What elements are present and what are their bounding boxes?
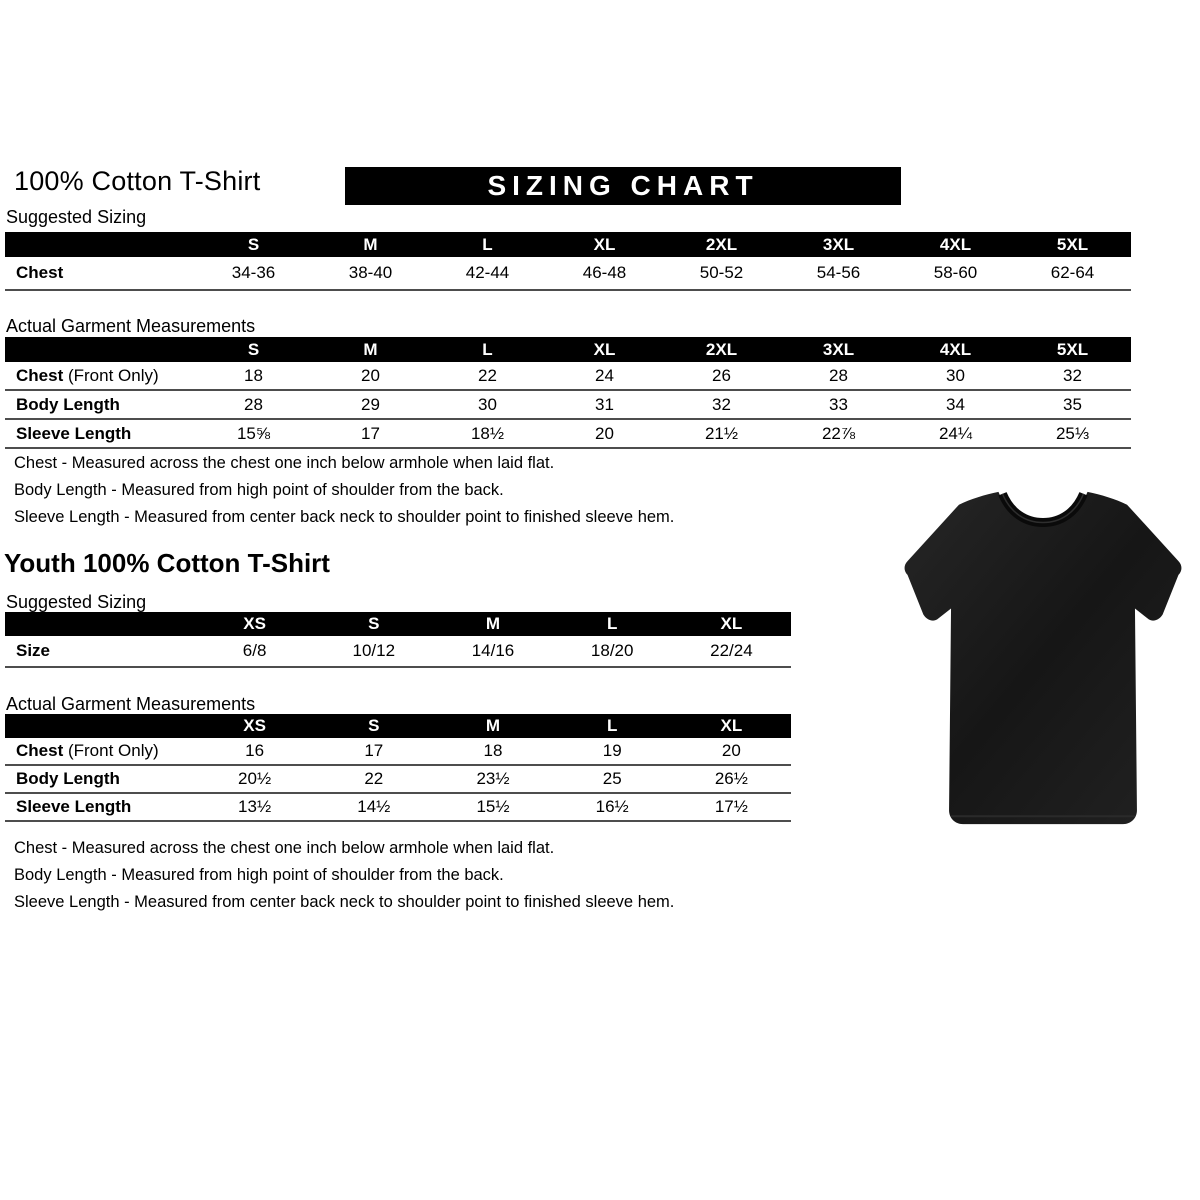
size-column-header: S (247, 339, 260, 359)
table-cell: 30 (946, 365, 965, 385)
table-cell: 18½ (470, 423, 505, 443)
table-cell: 62-64 (1050, 263, 1095, 282)
tshirt-image (898, 478, 1188, 834)
table-header-row (5, 232, 1131, 257)
note-chest: Chest - Measured across the chest one inch below armhole when laid flat. (14, 454, 555, 472)
table-cell: 22⅞ (821, 423, 856, 443)
size-column-header: 5XL (1056, 234, 1089, 254)
size-column-header: XL (720, 716, 743, 735)
table-cell: 18/20 (590, 641, 634, 660)
size-column-header: XL (593, 339, 616, 359)
table-header-row (5, 714, 791, 738)
row-label: Size (16, 641, 51, 660)
table-cell: 6/8 (242, 641, 267, 660)
table-header-row (5, 612, 791, 636)
table-cell: 35 (1063, 394, 1082, 414)
table-cell: 32 (1063, 365, 1082, 385)
table-cell: 10/12 (352, 641, 396, 660)
size-column-header: S (368, 614, 380, 633)
table-row (5, 738, 791, 766)
table-cell: 38-40 (348, 263, 393, 282)
table-cell: 23½ (476, 769, 510, 788)
size-column-header: L (607, 614, 618, 633)
note-body-length: Body Length - Measured from high point of shoulder from the back. (14, 481, 504, 499)
size-column-header: 4XL (939, 339, 972, 359)
table-cell: 34-36 (231, 263, 276, 282)
row-label: Sleeve Length (16, 423, 132, 443)
table-cell: 21½ (704, 423, 739, 443)
table-row (5, 794, 791, 822)
size-column-header: M (485, 716, 501, 735)
table-cell: 50-52 (699, 263, 744, 282)
table-cell: 26½ (714, 769, 748, 788)
adult-suggested-label: Suggested Sizing (6, 207, 147, 227)
table-cell: 16½ (595, 797, 629, 816)
table-cell: 19 (602, 741, 622, 760)
table-cell: 33 (829, 394, 848, 414)
table-cell: 29 (361, 394, 380, 414)
table-cell: 20 (595, 423, 614, 443)
table-cell: 24 (595, 365, 614, 385)
size-column-header: XS (243, 716, 266, 735)
table-cell: 20 (361, 365, 380, 385)
table-cell: 26 (712, 365, 731, 385)
table-cell: 24¼ (938, 423, 973, 443)
table-cell: 17 (364, 741, 384, 760)
youth-actual-label: Actual Garment Measurements (6, 694, 256, 714)
note-body-length: Body Length - Measured from high point of shoulder from the back. (14, 866, 504, 884)
table-cell: 42-44 (465, 263, 510, 282)
table-cell: 20 (721, 741, 741, 760)
size-column-header: S (368, 716, 380, 735)
table-cell: 58-60 (933, 263, 978, 282)
table-cell: 18 (244, 365, 263, 385)
table-cell: 13½ (238, 797, 272, 816)
size-column-header: 4XL (939, 234, 972, 254)
youth-suggested-label: Suggested Sizing (6, 592, 147, 612)
table-header-row (5, 337, 1131, 362)
table-cell: 54-56 (816, 263, 861, 282)
table-cell: 20½ (238, 769, 272, 788)
size-column-header: XL (720, 614, 743, 633)
table-cell: 46-48 (582, 263, 627, 282)
table-cell: 14½ (357, 797, 391, 816)
table-row (5, 766, 791, 794)
size-column-header: S (247, 234, 260, 254)
size-column-header: XL (593, 234, 616, 254)
table-cell: 22 (364, 769, 384, 788)
note-chest: Chest - Measured across the chest one inch below armhole when laid flat. (14, 839, 555, 857)
row-label: Chest (Front Only) (16, 365, 159, 385)
youth-measurement-notes (14, 840, 674, 921)
youth-suggested-table (5, 612, 791, 668)
row-label: Sleeve Length (16, 797, 132, 816)
size-column-header: L (607, 716, 618, 735)
table-cell: 31 (595, 394, 614, 414)
adult-measurement-notes (14, 455, 674, 536)
table-row (5, 636, 791, 668)
size-column-header: L (482, 234, 493, 254)
table-cell: 16 (245, 741, 265, 760)
adult-actual-label: Actual Garment Measurements (6, 316, 256, 336)
adult-suggested-table (5, 232, 1131, 291)
page-title: 100% Cotton T-Shirt (14, 166, 261, 196)
row-label: Chest (Front Only) (16, 741, 159, 760)
table-cell: 14/16 (471, 641, 515, 660)
row-label: Body Length (16, 394, 120, 414)
size-column-header: M (363, 339, 378, 359)
table-cell: 34 (946, 394, 965, 414)
table-row (5, 391, 1131, 420)
size-column-header: 5XL (1056, 339, 1089, 359)
table-cell: 17 (361, 423, 380, 443)
sizing-chart-banner: SIZING CHART (345, 167, 901, 205)
table-row (5, 362, 1131, 391)
table-cell: 32 (712, 394, 731, 414)
size-column-header: 2XL (705, 234, 738, 254)
table-cell: 15½ (476, 797, 510, 816)
table-cell: 25⅓ (1055, 423, 1090, 443)
note-sleeve-length: Sleeve Length - Measured from center back neck to shoulder point to finished sleeve hem. (14, 893, 675, 911)
size-column-header: M (363, 234, 378, 254)
size-column-header: 3XL (822, 234, 855, 254)
table-cell: 30 (478, 394, 497, 414)
size-column-header: XS (243, 614, 266, 633)
size-column-header: 2XL (705, 339, 738, 359)
table-cell: 17½ (714, 797, 748, 816)
table-row (5, 257, 1131, 291)
size-column-header: M (485, 614, 501, 633)
table-cell: 22 (478, 365, 497, 385)
table-cell: 15⅝ (236, 423, 271, 443)
youth-actual-table (5, 714, 791, 822)
note-sleeve-length: Sleeve Length - Measured from center back neck to shoulder point to finished sleeve hem. (14, 508, 675, 526)
table-cell: 28 (829, 365, 848, 385)
youth-title: Youth 100% Cotton T-Shirt (4, 548, 330, 578)
table-cell: 25 (602, 769, 622, 788)
row-label: Chest (16, 263, 64, 282)
table-cell: 28 (244, 394, 263, 414)
size-column-header: 3XL (822, 339, 855, 359)
table-cell: 22/24 (710, 641, 753, 660)
size-column-header: L (482, 339, 493, 359)
row-label: Body Length (16, 769, 120, 788)
table-cell: 18 (483, 741, 503, 760)
table-row (5, 420, 1131, 449)
adult-actual-table (5, 337, 1131, 449)
